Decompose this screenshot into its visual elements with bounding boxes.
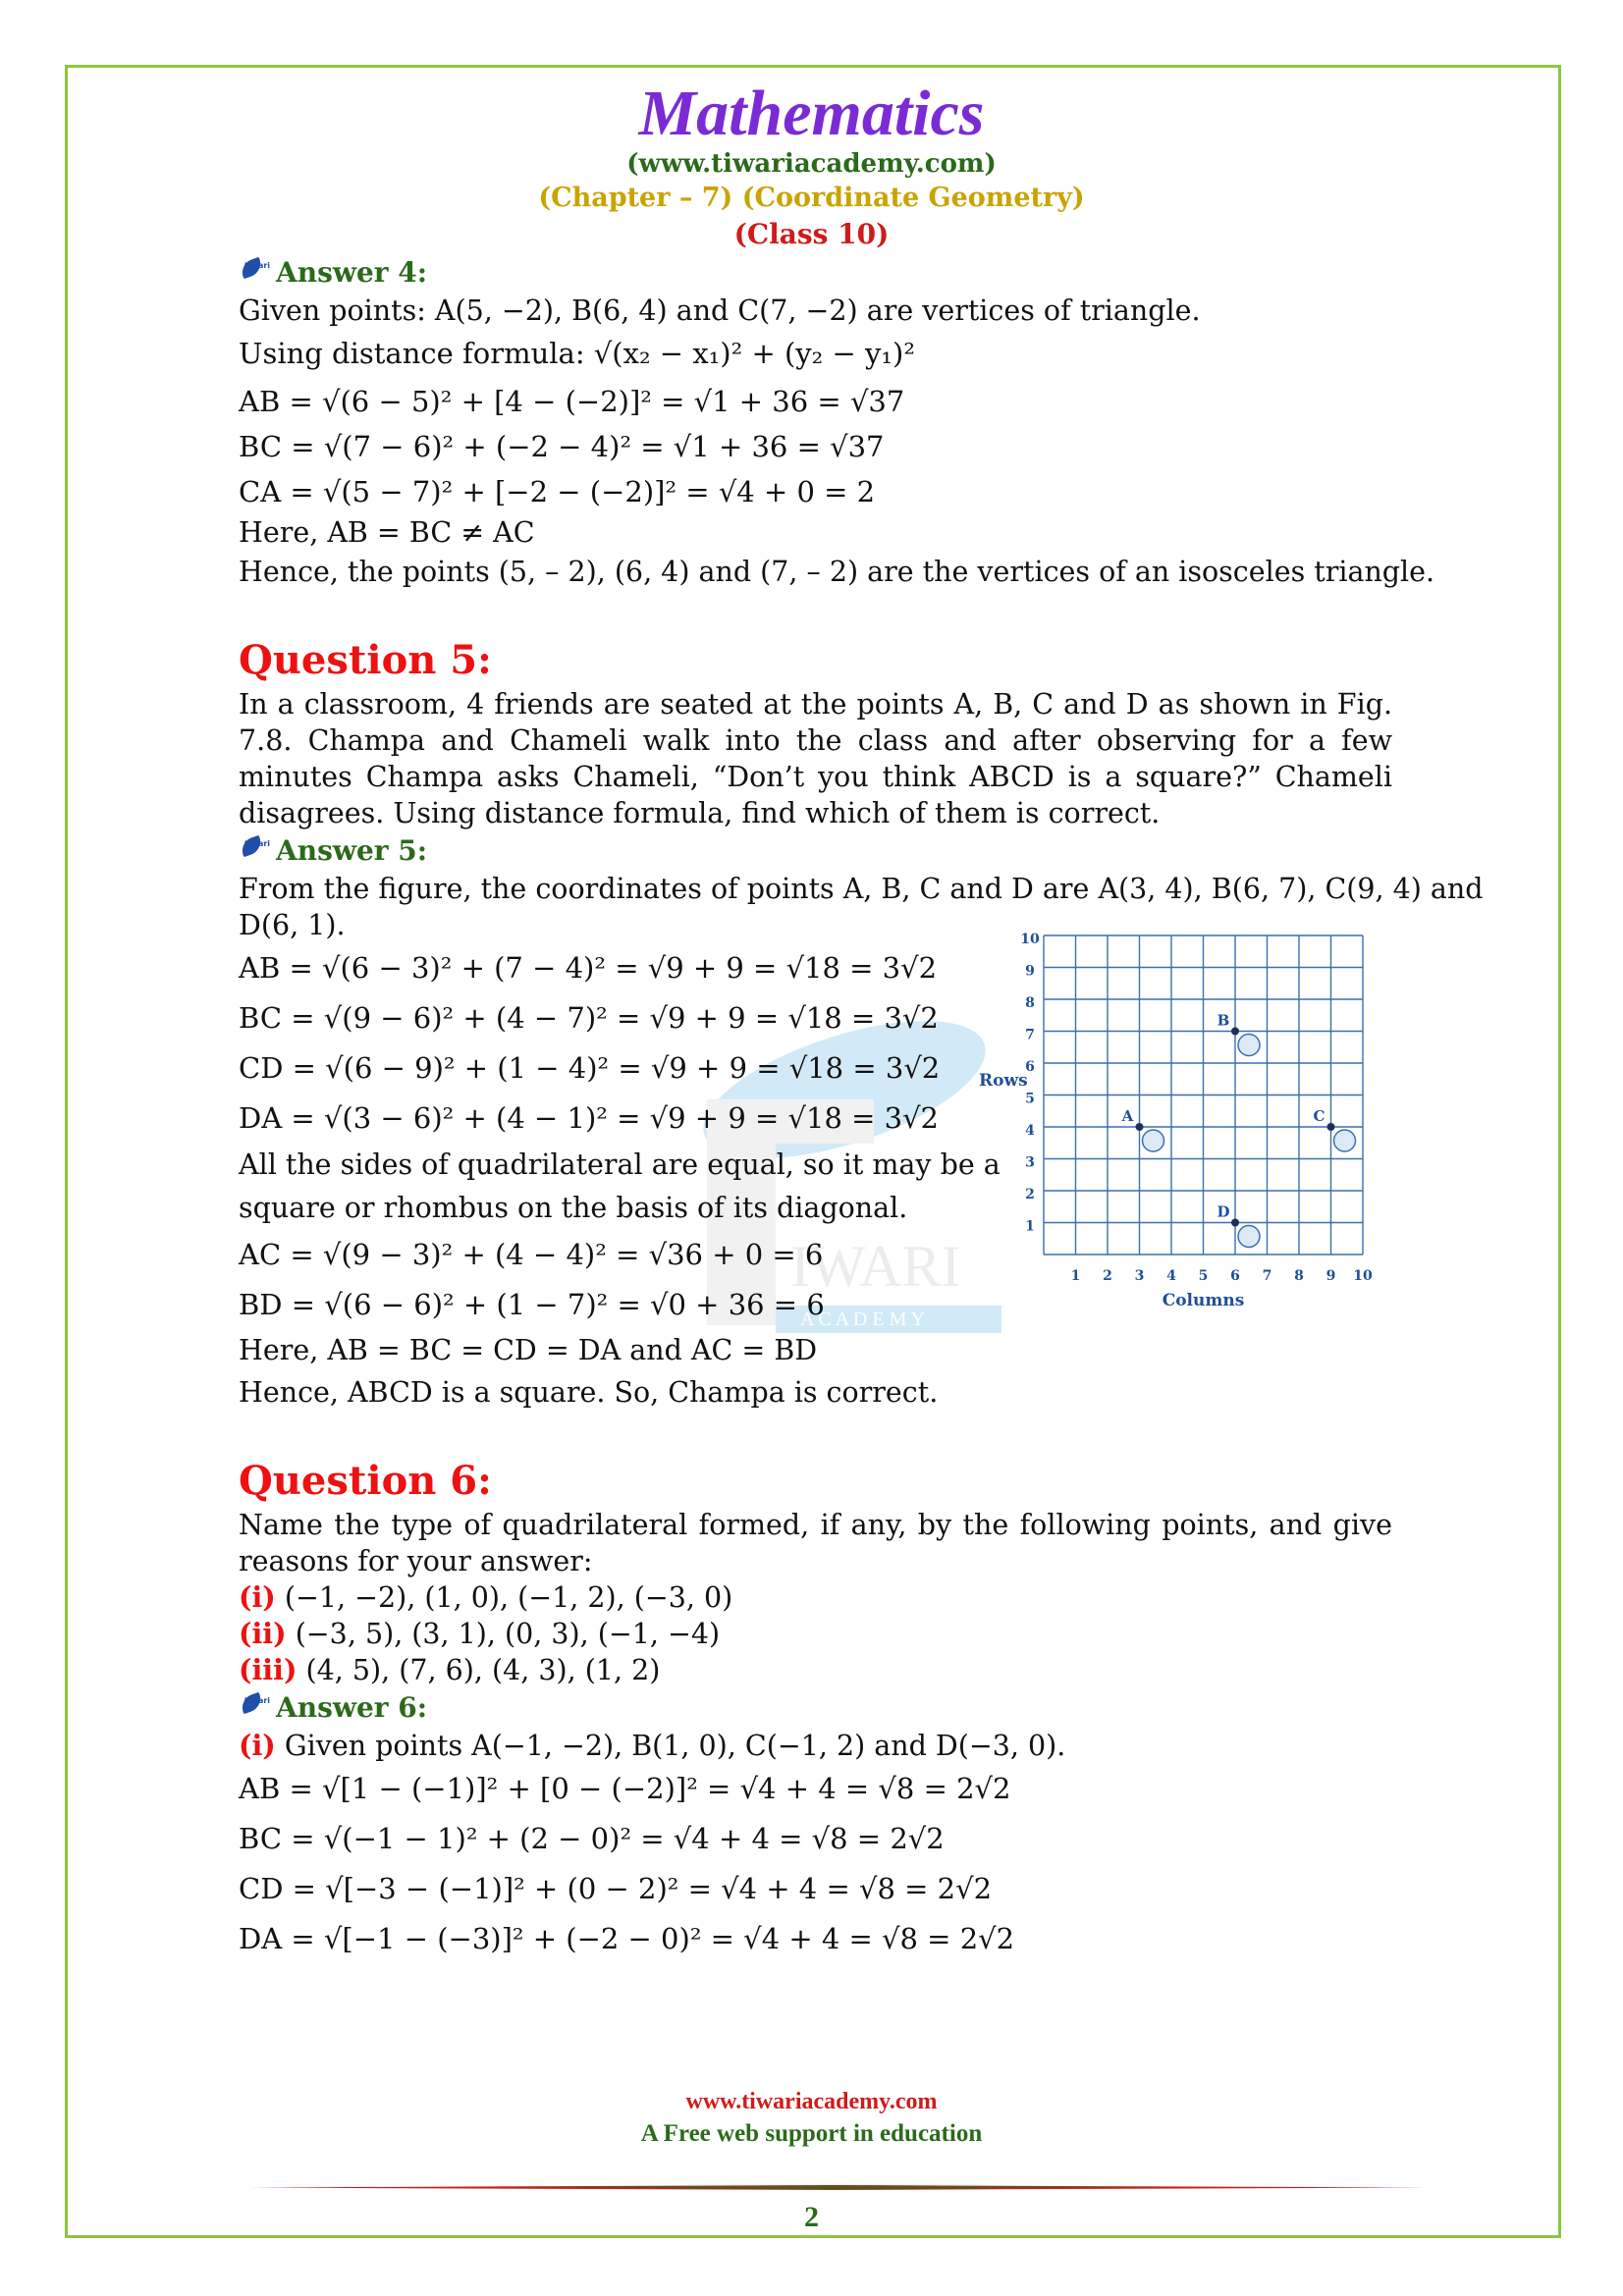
point-c xyxy=(1327,1123,1335,1131)
answer-6-heading: tiwari Answer 6: xyxy=(239,1688,1392,1728)
y-tick-label: 6 xyxy=(1025,1059,1035,1075)
footer-divider xyxy=(242,2185,1425,2190)
answer-6-da: DA = √[−1 − (−3)]² + (−2 − 0)² = √4 + 4 = √8 = 2√2 xyxy=(239,1922,1015,1955)
y-tick-label: 9 xyxy=(1025,963,1035,980)
page-title: Mathematics xyxy=(638,78,985,149)
student-a-icon xyxy=(1143,1130,1164,1151)
answer-4-hence: Hence, the points (5, – 2), (6, 4) and (7, – 2) are the vertices of an isosceles triangle. xyxy=(239,556,1435,588)
answer-5-intro-1: From the figure, the coordinates of points A, B, C and D are A(3, 4), B(6, 7), C(9, 4) and xyxy=(239,873,1484,905)
answer-6-bc: BC = √(−1 − 1)² + (2 − 0)² = √4 + 4 = √8 = 2√2 xyxy=(239,1822,945,1855)
y-tick-label: 8 xyxy=(1025,995,1035,1011)
answer-4-heading: tiwari Answer 4: xyxy=(239,253,1392,293)
answer-5-ac: AC = √(9 − 3)² + (4 − 4)² = √36 + 0 = 6 xyxy=(239,1238,824,1271)
x-tick-label: 10 xyxy=(1353,1268,1373,1284)
question-5-heading: Question 5: xyxy=(239,637,492,683)
header-website: (www.tiwariacademy.com) xyxy=(626,149,997,179)
answer-5-bd: BD = √(6 − 6)² + (1 − 7)² = √0 + 36 = 6 xyxy=(239,1288,825,1321)
watermark-text: IWARI xyxy=(790,1234,961,1299)
x-axis-label: Columns xyxy=(1162,1291,1245,1310)
footer-website: www.tiwariacademy.com xyxy=(685,2089,938,2114)
y-axis-label: Rows xyxy=(979,1070,1028,1091)
header-class: (Class 10) xyxy=(733,218,890,250)
answer-4-ca: CA = √(5 − 7)² + [−2 − (−2)]² = √4 + 0 = 2 xyxy=(239,475,876,508)
answer-5-ab: AB = √(6 − 3)² + (7 − 4)² = √9 + 9 = √18 = 3√2 xyxy=(239,951,938,985)
y-tick-label: 7 xyxy=(1025,1027,1035,1043)
point-label-c: C xyxy=(1313,1107,1325,1125)
answer-5-cd: CD = √(6 − 9)² + (1 − 4)² = √9 + 9 = √18 = 3√2 xyxy=(239,1051,941,1085)
point-d xyxy=(1231,1219,1239,1227)
point-label-a: A xyxy=(1121,1107,1134,1125)
page-number: 2 xyxy=(804,2201,819,2233)
question-6-heading: Question 6: xyxy=(239,1458,492,1504)
answer-5-bc: BC = √(9 − 6)² + (4 − 7)² = √9 + 9 = √18 = 3√2 xyxy=(239,1001,939,1035)
footer-tagline: A Free web support in education xyxy=(640,2120,983,2147)
y-tick-label: 3 xyxy=(1025,1154,1035,1171)
answer-6-cd: CD = √[−3 − (−1)]² + (0 − 2)² = √4 + 4 = √8 = 2√2 xyxy=(239,1872,993,1905)
watermark-subtext: A C A D E M Y xyxy=(800,1308,926,1330)
x-tick-label: 8 xyxy=(1294,1268,1304,1284)
x-tick-label: 4 xyxy=(1166,1268,1176,1284)
answer-6-intro: (i) Given points A(−1, −2), B(1, 0), C(−1, 2) and D(−3, 0). xyxy=(239,1729,1066,1762)
x-tick-label: 6 xyxy=(1230,1268,1240,1284)
quill-icon: tiwari xyxy=(239,838,268,864)
quill-icon: tiwari xyxy=(239,260,268,286)
answer-4-ab: AB = √(6 − 5)² + [4 − (−2)]² = √1 + 36 = √37 xyxy=(239,385,905,418)
student-d-icon xyxy=(1238,1226,1260,1248)
x-tick-label: 1 xyxy=(1070,1268,1081,1284)
student-b-icon xyxy=(1238,1035,1260,1056)
answer-5-mid-2: square or rhombus on the basis of its diagonal. xyxy=(239,1192,908,1224)
question-6-text: Name the type of quadrilateral formed, if any, by the following points, and give reasons for your answer: xyxy=(239,1509,1392,1577)
x-tick-label: 9 xyxy=(1325,1268,1336,1284)
y-tick-label: 10 xyxy=(1020,933,1040,947)
answer-5-heading: tiwari Answer 5: xyxy=(239,831,1392,871)
y-tick-label: 2 xyxy=(1025,1187,1035,1202)
student-c-icon xyxy=(1334,1130,1356,1151)
answer-5-here: Here, AB = BC = CD = DA and AC = BD xyxy=(239,1334,818,1366)
point-label-b: B xyxy=(1217,1011,1230,1030)
answer-5-hence: Hence, ABCD is a square. So, Champa is correct. xyxy=(239,1376,939,1409)
question-6-item-3: (iii) (4, 5), (7, 6), (4, 3), (1, 2) xyxy=(239,1653,661,1686)
question-6-item-1: (i) (−1, −2), (1, 0), (−1, 2), (−3, 0) xyxy=(239,1580,733,1614)
x-tick-label: 3 xyxy=(1134,1268,1145,1284)
header-chapter: (Chapter – 7) (Coordinate Geometry) xyxy=(538,183,1085,213)
answer-4-formula: Using distance formula: √(x₂ − x₁)² + (y₂ − y₁)² xyxy=(239,337,915,370)
quill-icon: tiwari xyxy=(239,1695,268,1721)
y-tick-label: 4 xyxy=(1025,1123,1035,1139)
x-tick-label: 7 xyxy=(1262,1268,1272,1284)
point-a xyxy=(1136,1123,1144,1131)
answer-5-mid-1: All the sides of quadrilateral are equal, so it may be a xyxy=(239,1148,1001,1181)
answer-4-bc: BC = √(7 − 6)² + (−2 − 4)² = √1 + 36 = √37 xyxy=(239,430,885,463)
classroom-grid-figure xyxy=(977,933,1389,1315)
x-tick-label: 5 xyxy=(1198,1268,1209,1284)
answer-5-da: DA = √(3 − 6)² + (4 − 1)² = √9 + 9 = √18 = 3√2 xyxy=(239,1101,940,1135)
answer-4-here: Here, AB = BC ≠ AC xyxy=(239,516,535,549)
y-tick-label: 1 xyxy=(1025,1218,1035,1235)
x-tick-label: 2 xyxy=(1103,1268,1112,1284)
answer-5-intro-2: D(6, 1). xyxy=(239,909,346,941)
answer-6-ab: AB = √[1 − (−1)]² + [0 − (−2)]² = √4 + 4 = √8 = 2√2 xyxy=(239,1772,1011,1805)
question-5-text: In a classroom, 4 friends are seated at the points A, B, C and D as shown in Fig. 7.8. Champa and Chameli walk into the class and after observing for a few minutes Champa asks Chameli, “Don’t you think ABCD is a square?” Chameli disagrees. Using distance formula, find which of them is correct. xyxy=(239,688,1392,829)
answer-4-given: Given points: A(5, −2), B(6, 4) and C(7, −2) are vertices of triangle. xyxy=(239,294,1201,327)
y-tick-label: 5 xyxy=(1025,1091,1035,1107)
point-b xyxy=(1231,1028,1239,1036)
question-6-item-2: (ii) (−3, 5), (3, 1), (0, 3), (−1, −4) xyxy=(239,1617,721,1650)
point-label-d: D xyxy=(1217,1202,1230,1221)
